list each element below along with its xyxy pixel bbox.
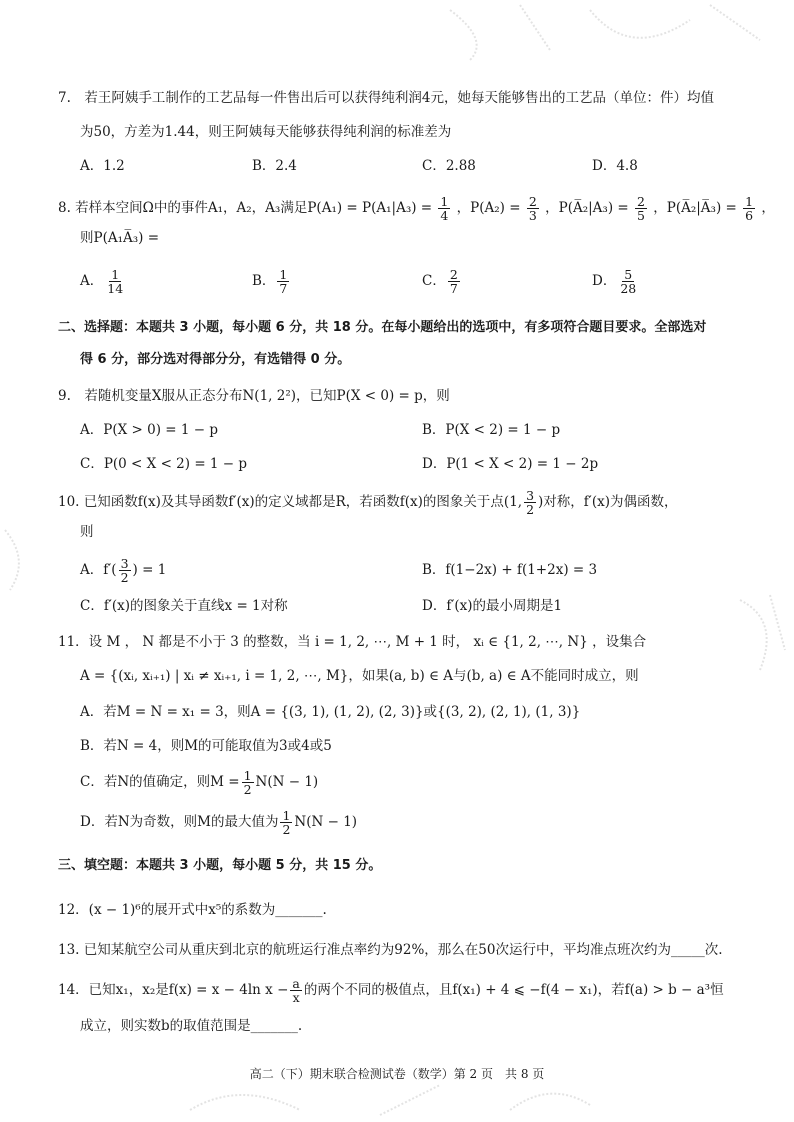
q8-part-e: ， xyxy=(761,200,775,216)
q10-option-a: A．f′( $\frac{3}{2}$ ) = 1 xyxy=(80,555,167,585)
q7-stem-line1: 7. 若王阿姨手工制作的工艺品每一件售出后可以获得纯利润4元，她每天能够售出的工艺品（单位：件）均值 xyxy=(58,90,714,106)
q10-option-c: C．f′(x)的图象关于直线x = 1对称 xyxy=(80,598,288,614)
q8-option-d: D． $\frac{5}{28}$ xyxy=(592,266,637,296)
q10-stem-fraction: $\frac{3}{2}$ xyxy=(526,487,535,517)
q7-stem-line2: 为50，方差为1.44，则王阿姨每天能够获得纯利润的标准差为 xyxy=(80,124,452,140)
q9-option-a: A．P(X > 0) = 1 − p xyxy=(80,422,218,438)
q9-option-b: B．P(X < 2) = 1 − p xyxy=(422,422,561,438)
q11-option-c: C．若N的值确定，则M = $\frac{1}{2}$ N(N − 1) xyxy=(80,767,319,797)
q8-option-a: A． $\frac{1}{14}$ xyxy=(80,266,124,296)
watermark-top-right xyxy=(430,0,770,70)
q11-option-d: D．若N为奇数，则M的最大值为 $\frac{1}{2}$ N(N − 1) xyxy=(80,807,358,837)
q8-part-c: ，P(A̅₂|A₃) = xyxy=(545,200,629,216)
q8-part-a: 8. 若样本空间Ω中的事件A₁，A₂，A₃满足P(A₁) = P(A₁|A₃) = xyxy=(58,200,433,216)
q8-fraction-2: $\frac{2}{3}$ xyxy=(528,193,537,223)
q11-option-b: B．若N = 4，则M的可能取值为3或4或5 xyxy=(80,738,332,754)
q7-option-a: A．1.2 xyxy=(80,158,125,174)
q9-option-c: C．P(0 < X < 2) = 1 − p xyxy=(80,456,248,472)
q8-fraction-3: $\frac{2}{5}$ xyxy=(637,193,645,223)
section2-heading-line2: 得 6 分，部分选对得部分分，有选错得 0 分。 xyxy=(80,352,351,367)
q11-stem-line1: 11．设 M ， N 都是不小于 3 的整数，当 i = 1, 2, ⋯, M + 1 时， xᵢ ∈ {1, 2, ⋯, N} ，设集合 xyxy=(58,634,647,650)
q7-option-b: B．2.4 xyxy=(252,158,297,174)
q13-stem: 13. 已知某航空公司从重庆到北京的航班运行准点率约为92%，那么在50次运行中，平均准点班次约为_____次. xyxy=(58,942,723,958)
section3-heading: 三、填空题：本题共 3 小题，每小题 5 分，共 15 分。 xyxy=(58,858,382,873)
q7-option-d: D．4.8 xyxy=(592,158,638,174)
q10-option-d: D．f′(x)的最小周期是1 xyxy=(422,598,563,614)
watermark-right xyxy=(730,590,790,680)
q8-stem-line1 xyxy=(58,190,775,226)
q8-part-b: ，P(A₂) = xyxy=(456,200,521,216)
watermark-bottom xyxy=(180,1080,600,1120)
q12-stem: 12．(x − 1)⁶的展开式中x⁵的系数为_______. xyxy=(58,902,327,918)
q8-part-d: ，P(A̅₂|A̅₃) = xyxy=(653,200,737,216)
q9-stem: 9. 若随机变量X服从正态分布N(1, 2²)，已知P(X < 0) = p，则 xyxy=(58,388,450,404)
q8-fraction-1: $\frac{1}{4}$ xyxy=(440,193,449,223)
q14-stem-fraction: $\frac{a}{x}$ xyxy=(292,975,300,1005)
watermark-left xyxy=(0,520,40,600)
q10-stem-line1: 10. 已知函数f(x)及其导函数f′(x)的定义域都是R，若函数f(x)的图象关于点(1, $\frac{3}{2}$ )对称，f′(x)为偶函数， xyxy=(58,487,678,517)
q8-option-b: B． $\frac{1}{7}$ xyxy=(252,266,288,296)
page-footer: 高二（下）期末联合检测试卷（数学）第 2 页 共 8 页 xyxy=(249,1067,545,1081)
q14-stem-line2: 成立，则实数b的取值范围是_______. xyxy=(80,1018,303,1034)
q11-stem-line2: A = {(xᵢ, xᵢ₊₁) | xᵢ ≠ xᵢ₊₁, i = 1, 2, ⋯, M}，如果(a, b) ∈ A与(b, a) ∈ A不能同时成立，则 xyxy=(80,668,639,684)
q7-option-c: C．2.88 xyxy=(422,158,476,174)
q8-option-c: C． $\frac{2}{7}$ xyxy=(422,266,458,296)
q14-stem-line1: 14．已知x₁，x₂是f(x) = x − 4ln x − $\frac{a}{x}$ 的两个不同的极值点，且f(x₁) + 4 ⩽ −f(4 − x₁)，若f(a) > b − a³恒 xyxy=(58,975,724,1005)
q8-fraction-4: $\frac{1}{6}$ xyxy=(745,193,754,223)
q10-option-b: B．f(1−2x) + f(1+2x) = 3 xyxy=(422,562,598,578)
q11-option-a: A．若M = N = x₁ = 3，则A = {(3, 1), (1, 2), (2, 3)}或{(3, 2), (2, 1), (1, 3)} xyxy=(80,704,581,720)
q8-stem-line2: 则P(A₁A̅₃) = xyxy=(80,230,160,246)
q10-stem-line2: 则 xyxy=(80,524,94,540)
q9-option-d: D．P(1 < X < 2) = 1 − 2p xyxy=(422,456,599,472)
section2-heading-line1: 二、选择题：本题共 3 小题，每小题 6 分，共 18 分。在每小题给出的选项中，有多项符合题目要求。全部选对 xyxy=(58,320,707,335)
